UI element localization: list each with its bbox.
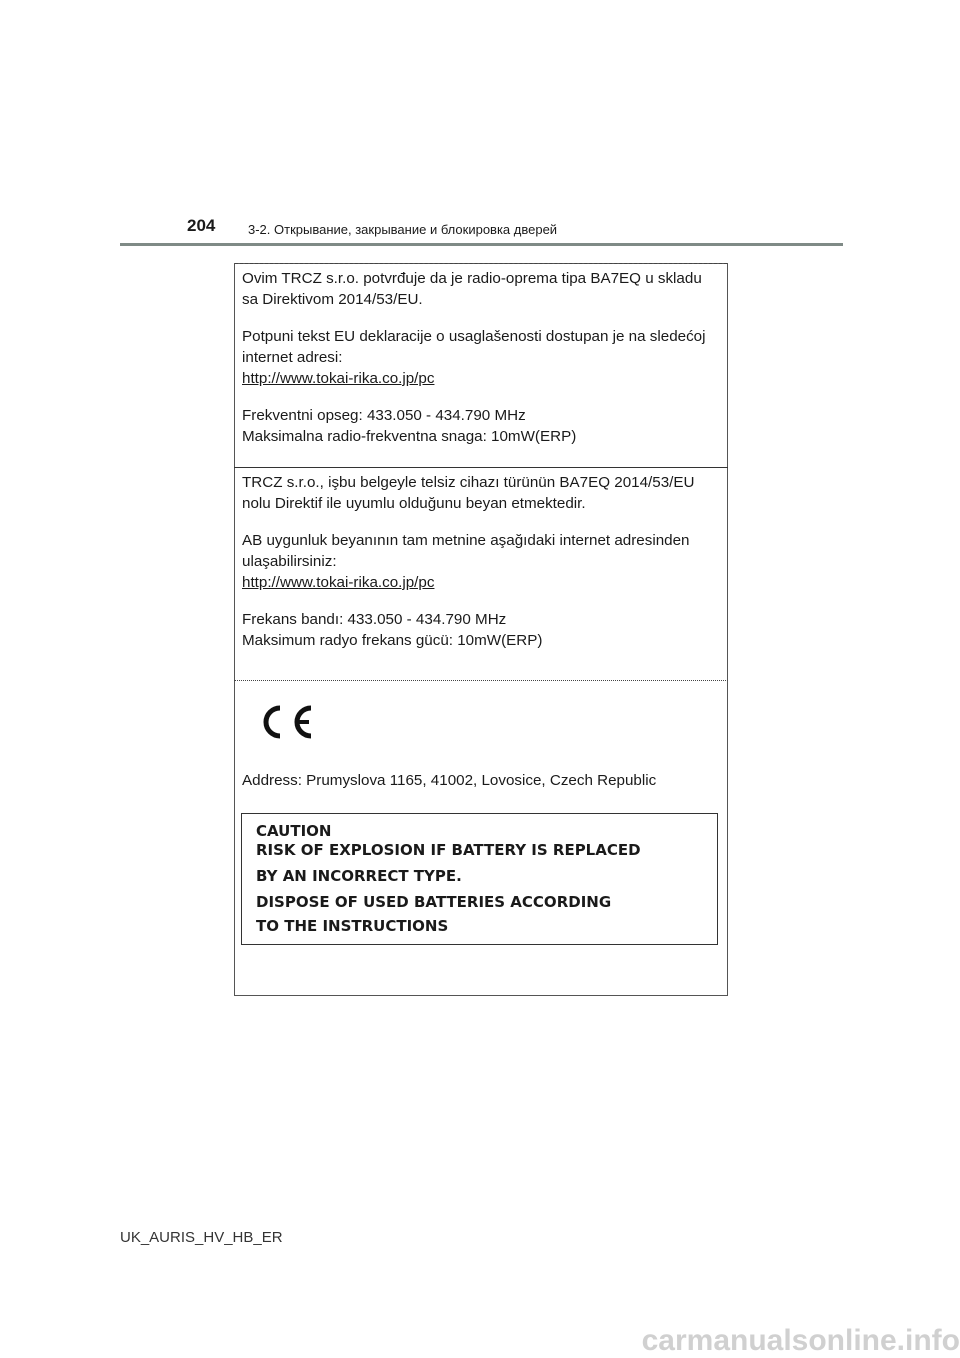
caution-line-5: TO THE INSTRUCTIONS <box>256 917 449 935</box>
manufacturer-address: Address: Prumyslova 1165, 41002, Lovosice, Czech Republic <box>242 772 657 789</box>
ce-mark-icon <box>253 704 317 740</box>
section-divider <box>234 467 728 468</box>
section-title: 3-2. Открывание, закрывание и блокировка дверей <box>248 222 558 237</box>
page-number: 204 <box>187 216 216 235</box>
caution-line-4: DISPOSE OF USED BATTERIES ACCORDING <box>256 893 612 911</box>
serbian-line-5: Frekventni opseg: 433.050 - 434.790 MHz <box>242 407 526 424</box>
caution-line-2: RISK OF EXPLOSION IF BATTERY IS REPLACED <box>256 841 641 859</box>
turkish-link[interactable]: http://www.tokai-rika.co.jp/pc <box>242 574 435 591</box>
top-dashed-border <box>235 263 727 264</box>
serbian-line-2: sa Direktivom 2014/53/EU. <box>242 291 423 308</box>
serbian-line-4: internet adresi: <box>242 349 343 366</box>
caution-heading: CAUTION <box>256 822 332 840</box>
declaration-scan <box>234 263 728 996</box>
serbian-declaration <box>242 268 719 447</box>
caution-line-3: BY AN INCORRECT TYPE. <box>256 867 462 885</box>
turkish-line-2: nolu Direktif ile uyumlu olduğunu beyan etmektedir. <box>242 495 586 512</box>
serbian-line-6: Maksimalna radio-frekventna snaga: 10mW(ERP) <box>242 428 577 445</box>
turkish-line-5: Frekans bandı: 433.050 - 434.790 MHz <box>242 611 507 628</box>
dotted-divider <box>234 680 728 681</box>
header-rule <box>120 243 843 246</box>
turkish-line-3: AB uygunluk beyanının tam metnine aşağıdaki internet adresinden <box>242 532 690 549</box>
watermark: carmanualsonline.info <box>641 1324 960 1357</box>
turkish-line-6: Maksimum radyo frekans gücü: 10mW(ERP) <box>242 632 543 649</box>
serbian-line-3: Potpuni tekst EU deklaracije o usaglašenosti dostupan je na sledećoj <box>242 328 706 345</box>
turkish-declaration <box>242 472 719 651</box>
caution-box <box>241 813 718 945</box>
serbian-link[interactable]: http://www.tokai-rika.co.jp/pc <box>242 370 435 387</box>
footer-code: UK_AURIS_HV_HB_ER <box>120 1229 283 1246</box>
serbian-line-1: Ovim TRCZ s.r.o. potvrđuje da je radio-oprema tipa BA7EQ u skladu <box>242 270 702 287</box>
turkish-line-1: TRCZ s.r.o., işbu belgeyle telsiz cihazı türünün BA7EQ 2014/53/EU <box>242 474 695 491</box>
turkish-line-4: ulaşabilirsiniz: <box>242 553 337 570</box>
